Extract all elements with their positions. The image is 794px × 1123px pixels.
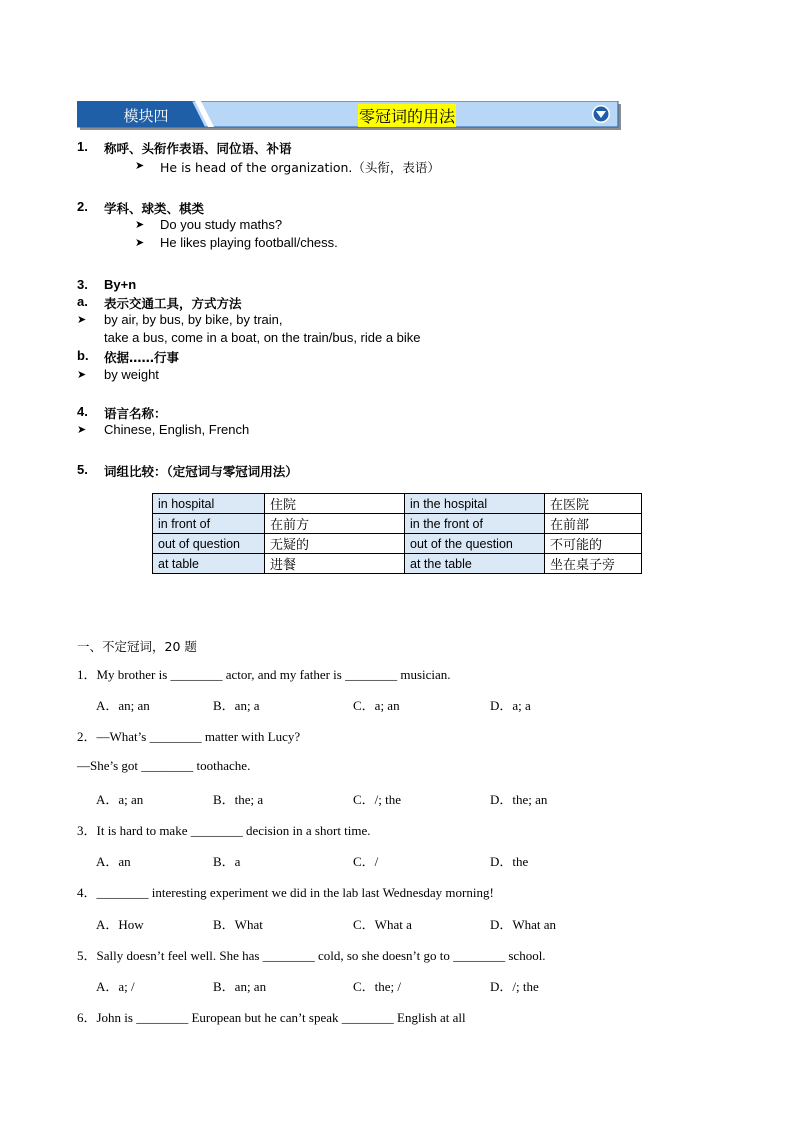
arrow-bullet-icon: ➤	[77, 369, 87, 381]
s3-number: 3.	[77, 277, 88, 292]
s1-title: 称呼、头衔作表语、同位语、补语	[104, 141, 292, 156]
s3a-label: a.	[77, 294, 88, 309]
question-stem: 2．—What’s ________ matter with Lucy?	[77, 729, 301, 744]
s3a-title: 表示交通工具，方式方法	[104, 296, 242, 311]
option-a: A．How	[96, 917, 144, 932]
s3b-line1: by weight	[104, 367, 159, 382]
s3b-title: 依据……行事	[104, 350, 180, 365]
arrow-bullet-icon: ➤	[135, 160, 145, 172]
s3a-line1: by air, by bus, by bike, by train,	[104, 312, 283, 327]
arrow-bullet-icon: ➤	[135, 237, 145, 249]
table-cell: out of the question	[405, 534, 545, 554]
chevron-down-icon[interactable]	[591, 104, 611, 124]
option-a: A．an	[96, 854, 131, 869]
s5-number: 5.	[77, 462, 88, 477]
option-d: D．a; a	[490, 698, 531, 713]
table-cell: at the table	[405, 554, 545, 574]
option-a: A．an; an	[96, 698, 150, 713]
table-cell: at table	[153, 554, 265, 574]
table-cell: 在前方	[265, 514, 405, 534]
question-stem: 1．My brother is ________ actor, and my father is ________ musician.	[77, 667, 451, 682]
option-d: D．What an	[490, 917, 557, 932]
table-cell: 无疑的	[265, 534, 405, 554]
s4-line1: Chinese, English, French	[104, 422, 250, 437]
question-stem: 5．Sally doesn’t feel well. She has ________ cold, so she doesn’t go to ________ school.	[77, 948, 546, 963]
exercise-section-title: 一、不定冠词，20 题	[77, 639, 197, 654]
s2-item: Do you study maths?	[160, 217, 283, 232]
question-stem: 6．John is ________ European but he can’t speak ________ English at all	[77, 1010, 466, 1025]
table-cell: in the hospital	[405, 494, 545, 514]
option-b: B．the; a	[213, 792, 264, 807]
s4-number: 4.	[77, 404, 88, 419]
comparison-table	[152, 493, 642, 574]
question-stem-reply: —She’s got ________ toothache.	[77, 758, 251, 773]
s3b-label: b.	[77, 348, 89, 363]
table-row	[153, 554, 642, 574]
option-b: B．an; an	[213, 979, 267, 994]
arrow-bullet-icon: ➤	[77, 424, 87, 436]
table-row	[153, 534, 642, 554]
table-cell: 不可能的	[545, 534, 642, 554]
s3-title: By+n	[104, 277, 137, 292]
s1-item: He is head of the organization.（头衔，表语）	[160, 160, 440, 175]
option-c: C．a; an	[353, 698, 400, 713]
table-cell: 在医院	[545, 494, 642, 514]
s2-title: 学科、球类、棋类	[104, 201, 205, 216]
option-c: C．/	[353, 854, 379, 869]
option-c: C．the; /	[353, 979, 402, 994]
table-row	[153, 494, 642, 514]
arrow-bullet-icon: ➤	[135, 219, 145, 231]
table-row	[153, 514, 642, 534]
banner-title: 零冠词的用法	[358, 104, 456, 127]
module-banner	[77, 101, 618, 127]
option-b: B．a	[213, 854, 241, 869]
option-c: C．What a	[353, 917, 412, 932]
table-cell: in hospital	[153, 494, 265, 514]
s5-title: 词组比较：（定冠词与零冠词用法）	[104, 464, 298, 479]
question-stem: 4．________ interesting experiment we did in the lab last Wednesday morning!	[77, 885, 494, 900]
table-cell: in front of	[153, 514, 265, 534]
s2-number: 2.	[77, 199, 88, 214]
s3a-line2: take a bus, come in a boat, on the train/bus, ride a bike	[104, 330, 421, 345]
banner-label: 模块四	[123, 107, 169, 125]
s1-number: 1.	[77, 139, 88, 154]
table-cell: 坐在桌子旁	[545, 554, 642, 574]
table-cell: in the front of	[405, 514, 545, 534]
table-cell: out of question	[153, 534, 265, 554]
option-d: D．the	[490, 854, 529, 869]
option-d: D．the; an	[490, 792, 548, 807]
arrow-bullet-icon: ➤	[77, 314, 87, 326]
table-cell: 在前部	[545, 514, 642, 534]
question-stem: 3．It is hard to make ________ decision in a short time.	[77, 823, 371, 838]
table-cell: 住院	[265, 494, 405, 514]
s4-title: 语言名称：	[104, 406, 167, 421]
option-c: C．/; the	[353, 792, 402, 807]
option-d: D．/; the	[490, 979, 539, 994]
option-a: A．a; an	[96, 792, 144, 807]
option-b: B．What	[213, 917, 263, 932]
option-b: B．an; a	[213, 698, 260, 713]
s2-item: He likes playing football/chess.	[160, 235, 338, 250]
table-cell: 进餐	[265, 554, 405, 574]
option-a: A．a; /	[96, 979, 135, 994]
